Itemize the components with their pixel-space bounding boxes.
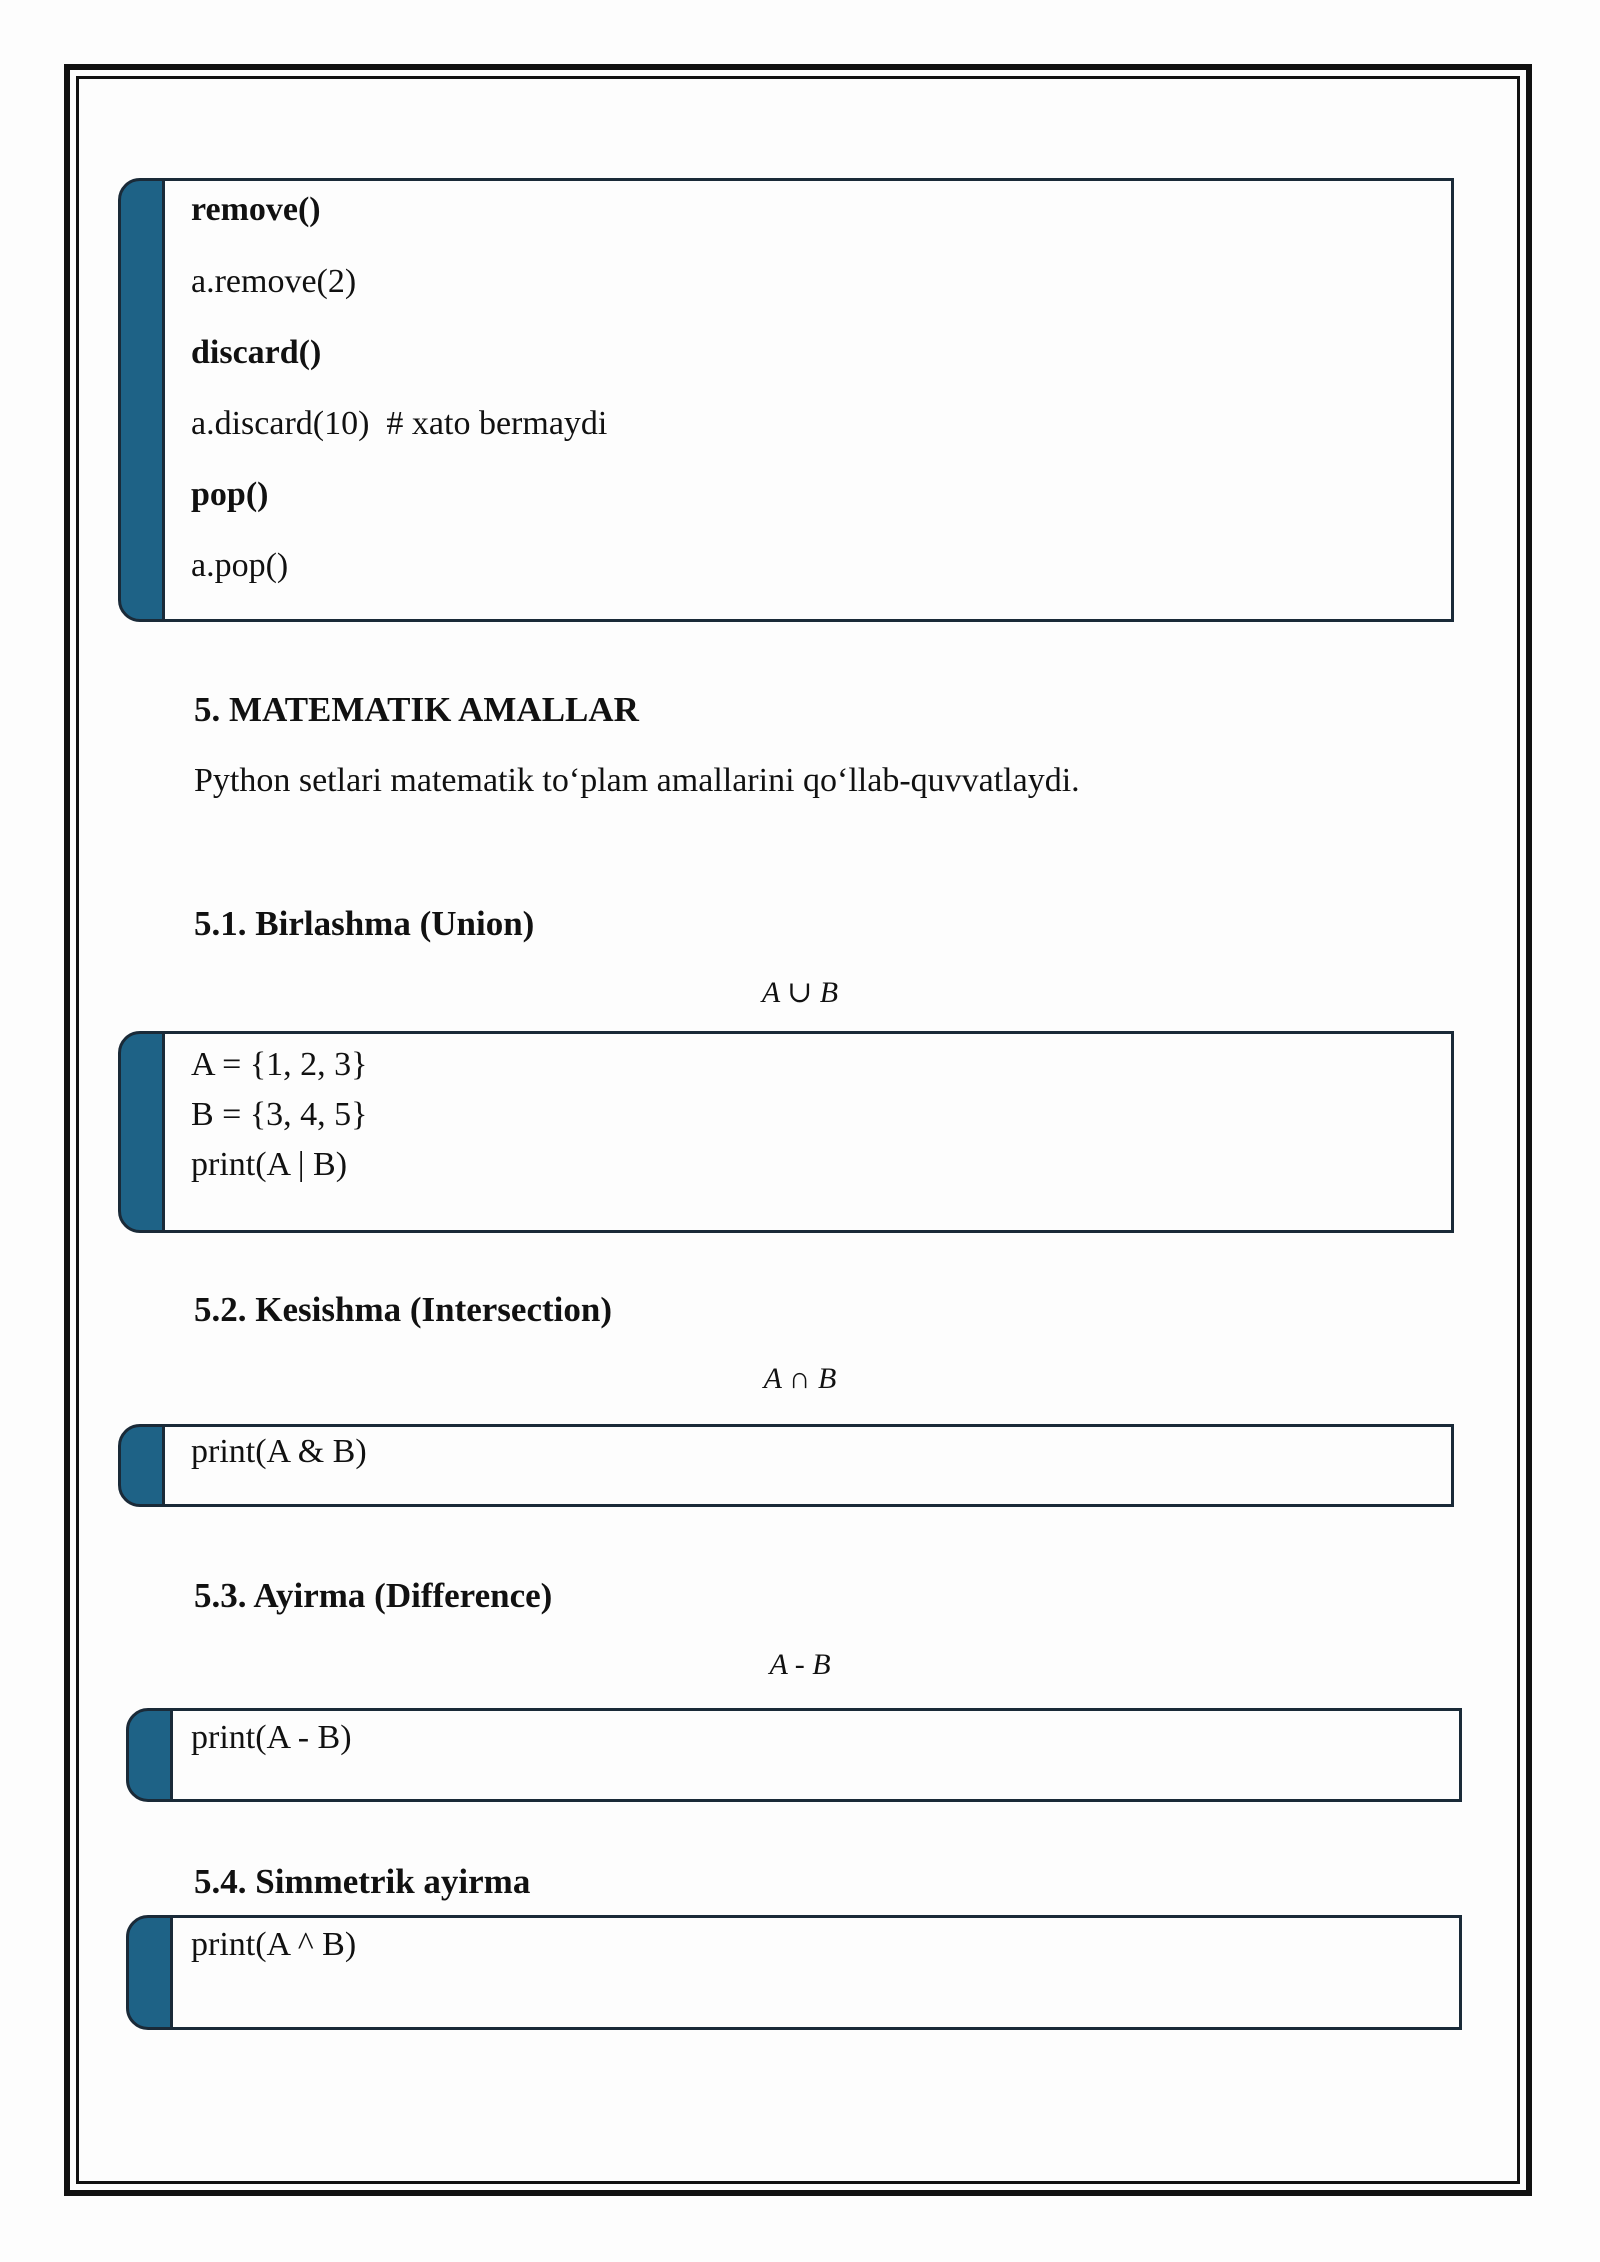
section-description: Python setlari matematik to‘plam amallarini qo‘llab-quvvatlaydi.	[194, 762, 1080, 799]
union-formula: A ∪ B	[761, 976, 839, 1009]
code-pop-example: a.pop()	[191, 547, 289, 584]
method-discard-label: discard()	[191, 334, 322, 371]
code-box-tab	[118, 1031, 168, 1233]
code-line: print(A ^ B)	[191, 1926, 357, 1963]
difference-formula: A - B	[769, 1648, 831, 1681]
code-box-tab	[126, 1915, 176, 2030]
code-box-set-removal	[118, 178, 1454, 622]
method-remove-label: remove()	[191, 191, 321, 228]
section-title-matematik-amallar: 5. MATEMATIK AMALLAR	[194, 690, 639, 729]
code-box-content	[191, 1915, 1452, 2030]
code-box-content	[191, 1424, 1444, 1507]
code-line: B = {3, 4, 5}	[191, 1096, 368, 1133]
code-remove-example: a.remove(2)	[191, 263, 357, 300]
code-line: print(A | B)	[191, 1146, 348, 1183]
code-line: A = {1, 2, 3}	[191, 1046, 368, 1083]
intersection-formula: A ∩ B	[763, 1362, 837, 1395]
difference-title: 5.3. Ayirma (Difference)	[194, 1576, 553, 1615]
symmetric-difference-title: 5.4. Simmetrik ayirma	[194, 1862, 531, 1901]
method-pop-label: pop()	[191, 476, 269, 513]
code-box-symmetric-difference	[126, 1915, 1462, 2030]
code-discard-example: a.discard(10) # xato bermaydi	[191, 405, 608, 442]
code-box-content	[191, 1708, 1452, 1802]
code-line: print(A - B)	[191, 1719, 352, 1756]
union-title: 5.1. Birlashma (Union)	[194, 904, 535, 943]
code-box-difference	[126, 1708, 1462, 1802]
code-box-tab	[126, 1708, 176, 1802]
code-box-tab	[118, 178, 168, 622]
code-line: print(A & B)	[191, 1433, 367, 1470]
intersection-title: 5.2. Kesishma (Intersection)	[194, 1290, 613, 1329]
code-box-content	[191, 178, 1444, 622]
code-box-union	[118, 1031, 1454, 1233]
code-box-intersection	[118, 1424, 1454, 1507]
code-box-tab	[118, 1424, 168, 1507]
code-box-content	[191, 1031, 1444, 1233]
